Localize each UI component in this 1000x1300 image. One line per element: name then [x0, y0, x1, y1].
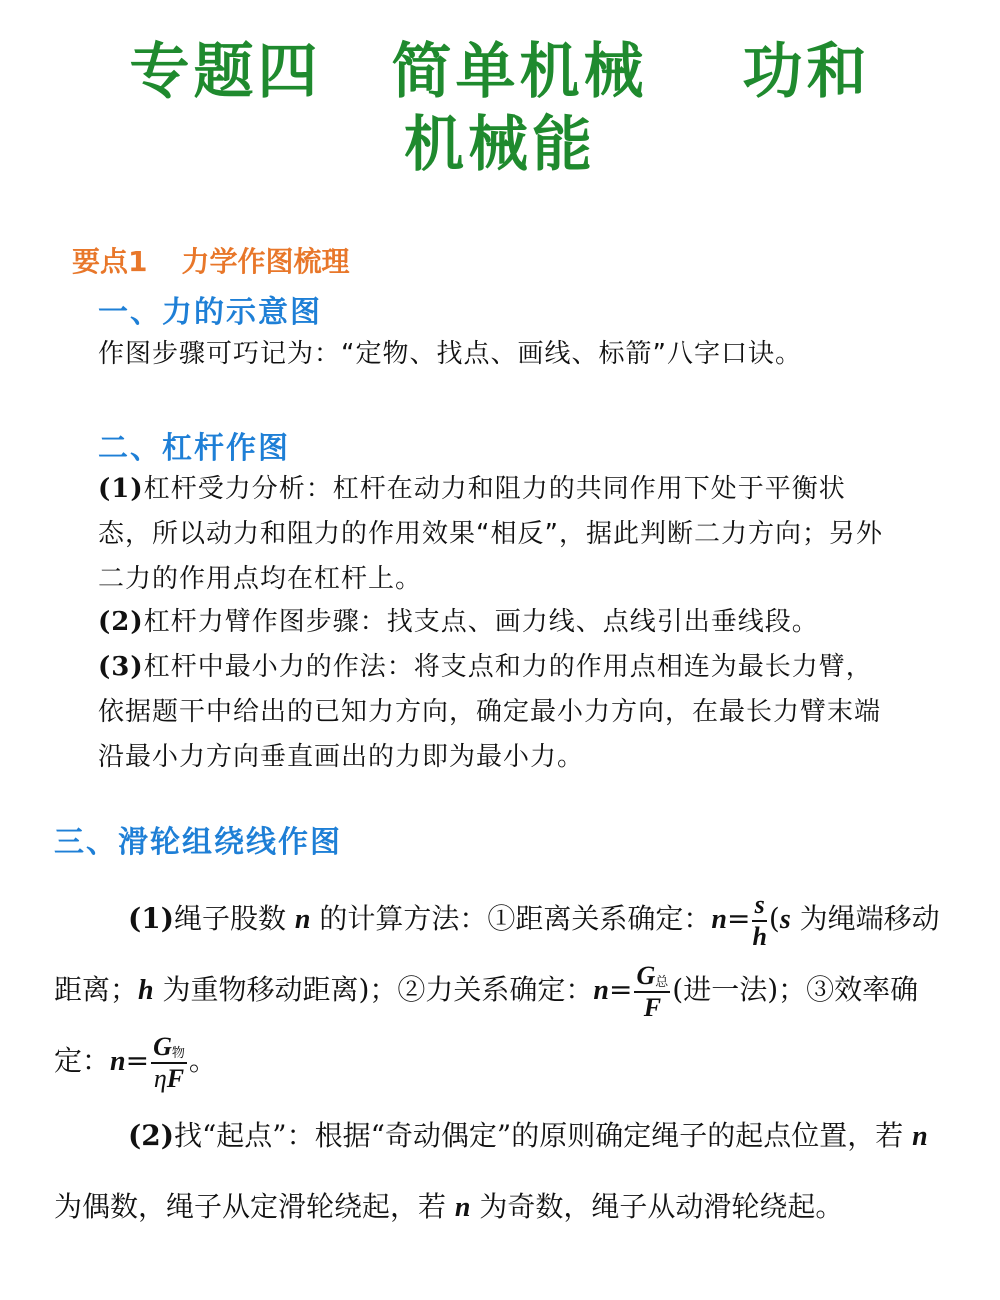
subscript-object: 物 [171, 1044, 185, 1060]
section2-item2 [98, 600, 918, 645]
symbol-eta: η [153, 1063, 167, 1093]
section2-item1 [98, 467, 888, 602]
fraction-numerator: s [752, 892, 766, 922]
p2-text-a: 找“起点”：根据“奇动偶定”的原则确定绳子的起点位置，若 [173, 1119, 904, 1152]
page-title-line2: 机械能 [404, 110, 596, 180]
p1-text-a: 绳子股数 [173, 902, 286, 935]
var-n: n [294, 904, 311, 935]
title-part-work: 功和 [742, 37, 871, 107]
symbol-g: G [153, 1031, 172, 1061]
var-n: n [593, 975, 609, 1006]
fraction-s-over-h [752, 889, 767, 951]
p2-number: (2) [128, 1119, 174, 1152]
item2-text: 杠杆力臂作图步骤：找支点、画力线、点线引出垂线段。 [143, 607, 819, 637]
fraction-denominator [151, 1064, 187, 1092]
p1-text-e: 为重物移动距离)；②力关系确定： [153, 973, 594, 1006]
p1-text-b: 的计算方法：①距离关系确定： [319, 902, 712, 935]
var-n: n [454, 1192, 471, 1223]
section2-item3 [98, 645, 888, 780]
section3-paragraph1 [54, 884, 959, 1097]
symbol-g: G [636, 960, 656, 990]
var-n: n [912, 1121, 928, 1152]
keypoint-text: 力学作图梳理 [181, 245, 350, 278]
fraction-gtotal-over-f [634, 960, 670, 1022]
title-part-machine: 简单机械 [391, 37, 648, 107]
keypoint-label: 要点1 [72, 245, 148, 278]
fraction-denominator: F [643, 992, 662, 1022]
section3-heading: 三、滑轮组绕线作图 [54, 825, 342, 860]
var-h: h [138, 975, 154, 1006]
section3-paragraph2 [54, 1101, 959, 1243]
keypoint-heading [72, 240, 350, 280]
p1-text-d: 为绳端移动距离； [54, 902, 940, 1006]
item2-number: (2) [98, 607, 144, 637]
equals-sign: = [125, 1044, 150, 1077]
equals-sign: = [726, 902, 751, 935]
var-s: s [779, 904, 791, 935]
paren-open: ( [768, 902, 780, 935]
fraction-gobject-over-etaf [151, 1031, 187, 1093]
item3-text: 杠杆中最小力的作法：将支点和力的作用点相连为最长力臂，依据题干中给出的已知力方向，确定最小力方向，在最长力臂末端沿最小力方向垂直画出的力即为最小力。 [98, 652, 882, 772]
section2-heading: 二、杠杆作图 [98, 431, 290, 466]
item1-text: 杠杆受力分析：杠杆在动力和阻力的共同作用下处于平衡状态，所以动力和阻力的作用效果“相反”，据此判断二力方向；另外二力的作用点均在杠杆上。 [98, 474, 883, 594]
fraction-numerator [151, 1031, 187, 1064]
var-n: n [711, 904, 727, 935]
item3-number: (3) [98, 652, 144, 682]
period: 。 [188, 1044, 217, 1077]
fraction-numerator [634, 960, 670, 993]
item1-number: (1) [98, 474, 144, 504]
section1-heading: 一、力的示意图 [98, 295, 322, 330]
subscript-total: 总 [655, 973, 669, 989]
title-part-topic: 专题四 [129, 37, 322, 107]
p2-text-c: 为奇数，绳子从动滑轮绕起。 [479, 1190, 844, 1223]
p1-text-f: (进一法)；③效率确定： [54, 973, 919, 1077]
equals-sign: = [609, 973, 633, 1006]
symbol-f: F [166, 1063, 185, 1093]
p2-text-b: 为偶数，绳子从定滑轮绕起，若 [54, 1190, 447, 1223]
page-title-line1 [0, 37, 1000, 107]
p1-number: (1) [128, 902, 174, 935]
fraction-denominator: h [752, 921, 767, 951]
var-n: n [110, 1046, 126, 1077]
section1-body: 作图步骤可巧记为：“定物、找点、画线、标箭”八字口诀。 [98, 339, 802, 369]
